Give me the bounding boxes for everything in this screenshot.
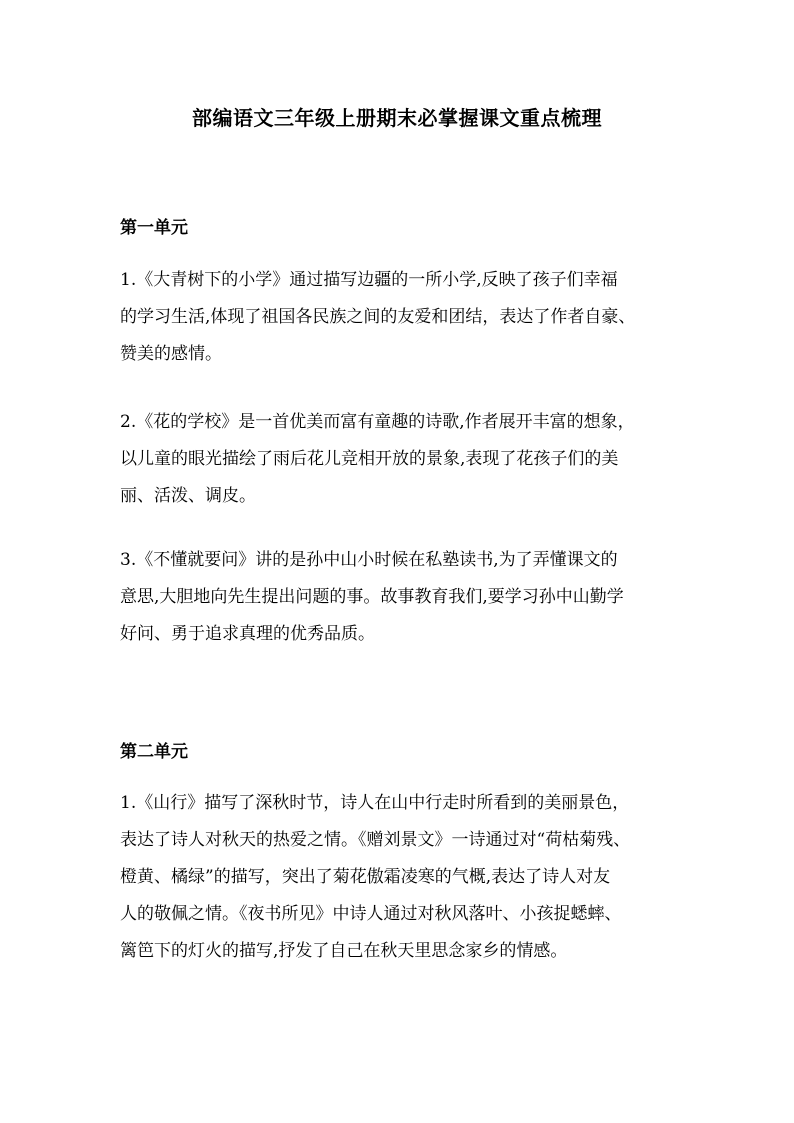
- paragraph-line: 人的敬佩之情。《夜书所见》中诗人通过对秋风落叶、小孩捉蟋蟀、: [120, 904, 622, 924]
- paragraph-line: 1.《大青树下的小学》通过描写边疆的一所小学,反映了孩子们幸福: [120, 270, 618, 290]
- paragraph-line: 好问、勇于追求真理的优秀品质。: [120, 624, 375, 644]
- paragraph-line: 赞美的感情。: [120, 344, 222, 364]
- paragraph-line: 1.《山行》描写了深秋时节，诗人在山中行走时所看到的美丽景色，: [120, 793, 630, 813]
- paragraph-line: 的学习生活,体现了祖国各民族之间的友爱和团结，表达了作者自豪、: [120, 307, 636, 327]
- paragraph-line: 意思,大胆地向先生提出问题的事。故事教育我们,要学习孙中山勤学: [120, 587, 624, 607]
- paragraph-line: 表达了诗人对秋天的热爱之情。《赠刘景文》一诗通过对“荷枯菊残、: [120, 830, 631, 850]
- section-heading-unit-1: 第一单元: [120, 218, 188, 238]
- paragraph-unit1-2: [120, 404, 680, 515]
- paragraph-unit1-3: [120, 542, 680, 653]
- paragraph-unit2-1: [120, 785, 680, 970]
- paragraph-line: 2.《花的学校》是一首优美而富有童趣的诗歌,作者展开丰富的想象，: [120, 412, 635, 432]
- paragraph-line: 橙黄、橘绿”的描写，突出了菊花傲霜凌寒的气概,表达了诗人对友: [120, 867, 611, 887]
- paragraph-line: 丽、活泼、调皮。: [120, 486, 256, 506]
- paragraph-line: 以儿童的眼光描绘了雨后花儿竞相开放的景象,表现了花孩子们的美: [120, 449, 619, 469]
- paragraph-unit1-1: [120, 262, 680, 373]
- paragraph-line: 篱笆下的灯火的描写,抒发了自己在秋天里思念家乡的情感。: [120, 941, 568, 961]
- paragraph-line: 3.《不懂就要问》讲的是孙中山小时候在私塾读书,为了弄懂课文的: [120, 550, 618, 570]
- section-heading-unit-2: 第二单元: [120, 742, 188, 762]
- page-title: 部编语文三年级上册期末必掌握课文重点梳理: [192, 106, 602, 130]
